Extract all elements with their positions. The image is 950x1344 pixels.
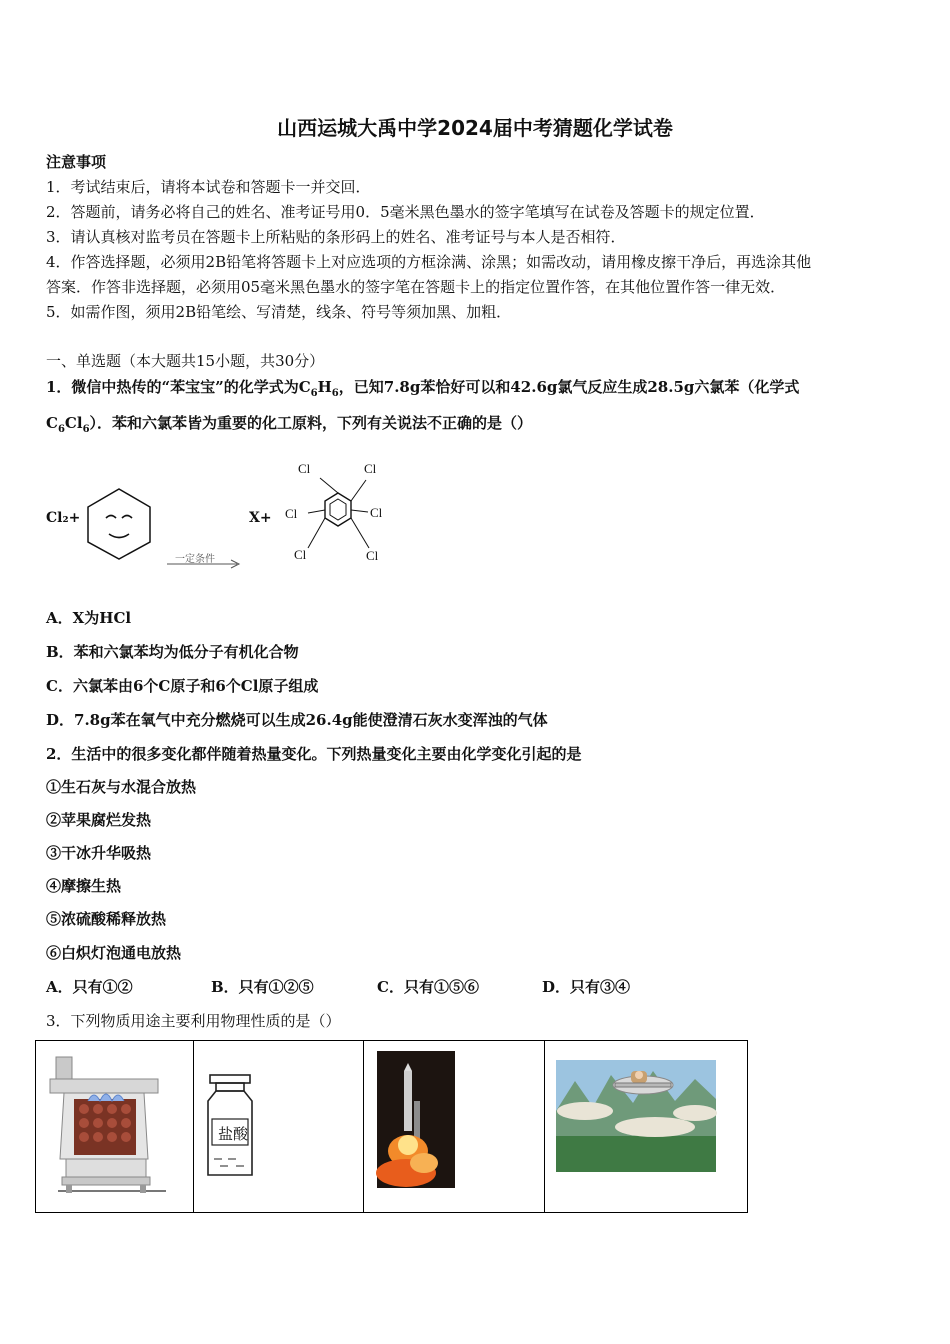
section-heading: 一、单选题（本大题共15小题，共30分）: [46, 352, 325, 370]
question-2-item: ⑥白炽灯泡通电放热: [46, 944, 182, 962]
notice-item: 3．请认真核对监考员在答题卡上所粘贴的条形码上的姓名、准考证号与本人是否相符．: [46, 228, 626, 246]
cl-label: Cl: [370, 505, 383, 520]
question-1-option-a: A．X为HCl: [46, 609, 132, 627]
rocket-launch-icon: [364, 1041, 545, 1212]
cl-label: Cl: [364, 461, 377, 476]
question-2-item: ①生石灰与水混合放热: [46, 778, 197, 796]
cartoon-plane-landscape-icon: [545, 1041, 747, 1212]
coal-stove-icon: [36, 1041, 194, 1212]
notice-item: 2．答题前，请务必将自己的姓名、准考证号用0．5毫米黑色墨水的签字笔填写在试卷及答题卡的规定位置．: [46, 203, 765, 221]
question-2-item: ③干冰升华吸热: [46, 844, 152, 862]
notice-item: 4．作答选择题，必须用2B铅笔将答题卡上对应选项的方框涂满、涂黑；如需改动，请用橡皮擦干净后，再选涂其他: [46, 253, 812, 271]
question-2-option-c: C．只有①⑤⑥: [377, 978, 479, 996]
question-2-item: ④摩擦生热: [46, 877, 122, 895]
question-3-image-table: [35, 1040, 748, 1213]
reaction-arrow-icon: [165, 558, 245, 570]
question-1-stem-line2: $C_6Cl_6$）．苯和六氯苯皆为重要的化工原料，下列有关说法不正确的是（）: [46, 414, 533, 435]
question-1-option-d: D．7.8g苯在氧气中充分燃烧可以生成26.4g能使澄清石灰水变浑浊的气体: [46, 711, 548, 729]
question-1-stem-line1: 1．微信中热传的“苯宝宝”的化学式为$C_6H_6$，已知7.8g苯恰好可以和42.6g氯气反应生成28.5g六氯苯（化学式: [46, 378, 800, 399]
reactant-chlorine: Cl₂+: [46, 510, 81, 526]
question-1-option-b: B．苯和六氯苯均为低分子有机化合物: [46, 643, 299, 661]
image-cell-stove: [36, 1041, 194, 1212]
cl-label: Cl: [298, 461, 311, 476]
question-2-stem: 2．生活中的很多变化都伴随着热量变化。下列热量变化主要由化学变化引起的是: [46, 745, 582, 763]
question-2-option-b: B．只有①②⑤: [211, 978, 314, 996]
image-cell-bottle: [194, 1041, 364, 1212]
product-x: X+: [249, 510, 272, 526]
notice-heading: 注意事项: [46, 153, 107, 171]
question-2-option-a: A．只有①②: [46, 978, 133, 996]
cl-label: Cl: [285, 506, 298, 521]
notice-item: 1．考试结束后，请将本试卷和答题卡一并交回．: [46, 178, 371, 196]
page-title: 山西运城大禹中学2024届中考猜题化学试卷: [277, 116, 673, 140]
question-2-option-d: D．只有③④: [542, 978, 631, 996]
question-3-stem: 3．下列物质用途主要利用物理性质的是（）: [46, 1012, 341, 1030]
reaction-condition: 一定条件: [175, 554, 215, 565]
cl-label: Cl: [294, 547, 307, 562]
notice-item: 5．如需作图，须用2B铅笔绘、写清楚，线条、符号等须加黑、加粗．: [46, 303, 512, 321]
cl-label: Cl: [366, 548, 379, 563]
question-1-option-c: C．六氯苯由6个C原子和6个Cl原子组成: [46, 677, 319, 695]
benzene-ring-icon: [84, 486, 154, 562]
image-cell-rocket: [364, 1041, 545, 1212]
bottle-label: 盐酸: [218, 1125, 249, 1143]
image-cell-plane: [545, 1041, 747, 1212]
notice-item: 答案．作答非选择题，必须用05毫米黑色墨水的签字笔在答题卡上的指定位置作答，在其他位置作答一律无效．: [46, 278, 786, 296]
question-2-item: ⑤浓硫酸稀释放热: [46, 910, 167, 928]
question-2-item: ②苹果腐烂发热: [46, 811, 152, 829]
